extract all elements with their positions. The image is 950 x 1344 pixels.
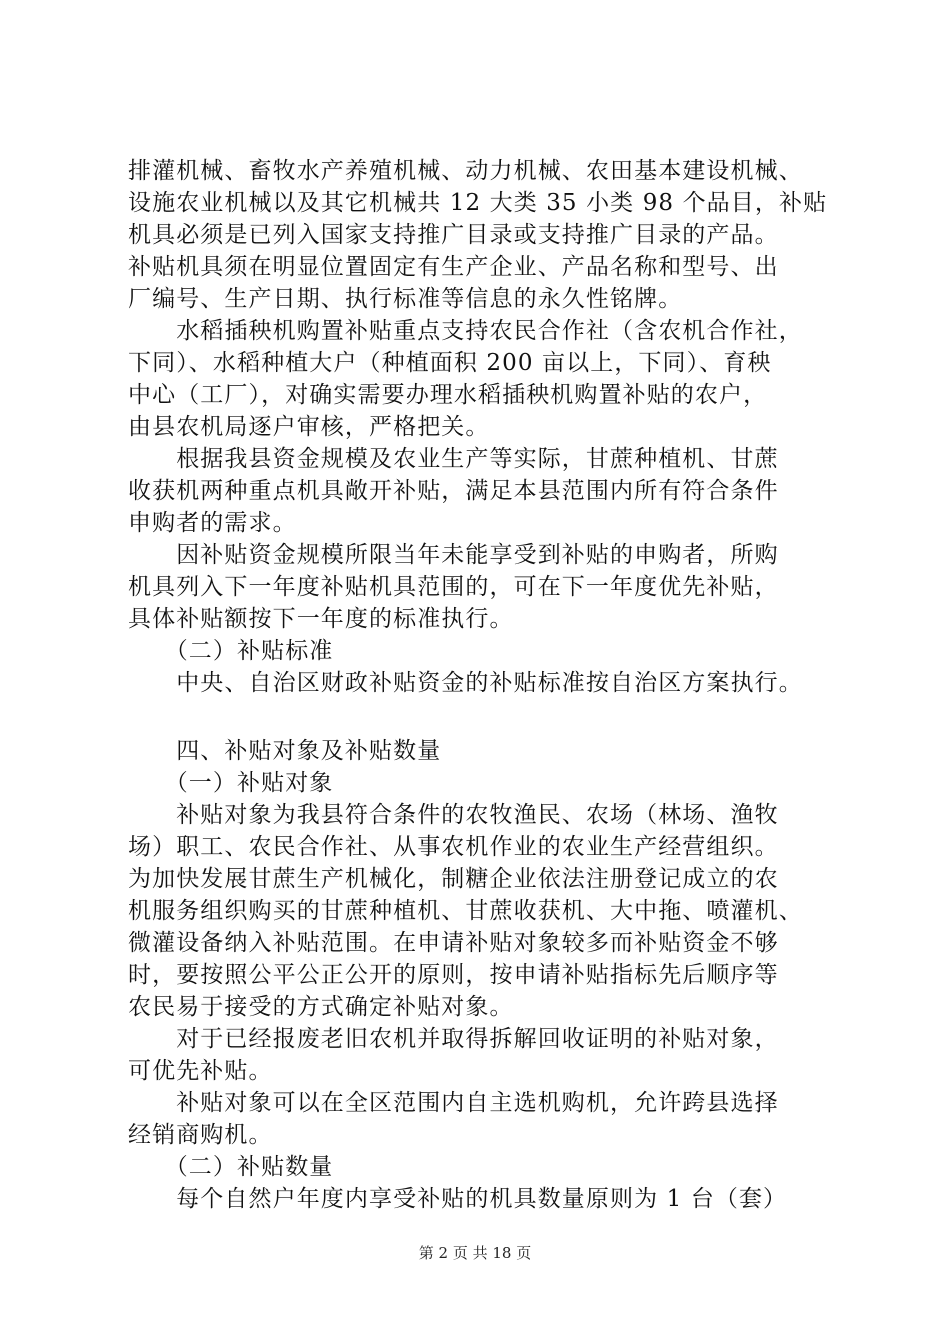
text-line: 根据我县资金规模及农业生产等实际，甘蔗种植机、甘蔗 <box>128 446 779 472</box>
text-line: 机具列入下一年度补贴机具范围的，可在下一年度优先补贴， <box>128 574 779 600</box>
section-heading: 四、补贴对象及补贴数量 <box>128 738 442 764</box>
text-line: 场）职工、农民合作社、从事农机作业的农业生产经营组织。 <box>128 834 779 860</box>
text-line: 时，要按照公平公正公开的原则，按申请补贴指标先后顺序等 <box>128 962 779 988</box>
section-subheading: （二）补贴标准 <box>128 638 334 664</box>
text-line: 经销商购机。 <box>128 1122 273 1148</box>
text-line: 排灌机械、畜牧水产养殖机械、动力机械、农田基本建设机械、 <box>128 158 803 184</box>
text-line: 厂编号、生产日期、执行标准等信息的永久性铭牌。 <box>128 286 683 312</box>
text-line: 每个自然户年度内享受补贴的机具数量原则为 1 台（套） <box>128 1186 788 1212</box>
document-body <box>128 155 848 1215</box>
text-line: 因补贴资金规模所限当年未能享受到补贴的申购者，所购 <box>128 542 779 568</box>
text-line: 下同）、水稻种植大户（种植面积 200 亩以上，下同）、育秧 <box>128 350 772 376</box>
text-line: 机服务组织购买的甘蔗种植机、甘蔗收获机、大中拖、喷灌机、 <box>128 898 803 924</box>
text-line: 机具必须是已列入国家支持推广目录或支持推广目录的产品。 <box>128 222 779 248</box>
page-number-footer: 第 2 页 共 18 页 <box>418 1244 532 1262</box>
text-line: 中心（工厂），对确实需要办理水稻插秧机购置补贴的农户， <box>128 382 768 408</box>
text-line: 由县农机局逐户审核，严格把关。 <box>128 414 490 440</box>
text-line: 水稻插秧机购置补贴重点支持农民合作社（含农机合作社， <box>128 318 803 344</box>
section-subheading: （一）补贴对象 <box>128 770 334 796</box>
text-line: 收获机两种重点机具敞开补贴，满足本县范围内所有符合条件 <box>128 478 779 504</box>
text-line: 微灌设备纳入补贴范围。在申请补贴对象较多而补贴资金不够 <box>128 930 779 956</box>
text-line: 补贴对象为我县符合条件的农牧渔民、农场（林场、渔牧 <box>128 802 779 828</box>
text-line: 补贴机具须在明显位置固定有生产企业、产品名称和型号、出 <box>128 254 779 280</box>
text-line: 可优先补贴。 <box>128 1058 273 1084</box>
text-line: 补贴对象可以在全区范围内自主选机购机，允许跨县选择 <box>128 1090 779 1116</box>
text-line: 设施农业机械以及其它机械共 12 大类 35 小类 98 个品目，补贴 <box>128 190 828 216</box>
section-subheading: （二）补贴数量 <box>128 1154 334 1180</box>
text-line: 对于已经报废老旧农机并取得拆解回收证明的补贴对象， <box>128 1026 779 1052</box>
text-line: 农民易于接受的方式确定补贴对象。 <box>128 994 514 1020</box>
text-line: 具体补贴额按下一年度的标准执行。 <box>128 606 514 632</box>
text-line: 为加快发展甘蔗生产机械化，制糖企业依法注册登记成立的农 <box>128 866 779 892</box>
text-line: 中央、自治区财政补贴资金的补贴标准按自治区方案执行。 <box>128 670 803 696</box>
blank-line <box>128 699 848 735</box>
text-line: 申购者的需求。 <box>128 510 297 536</box>
